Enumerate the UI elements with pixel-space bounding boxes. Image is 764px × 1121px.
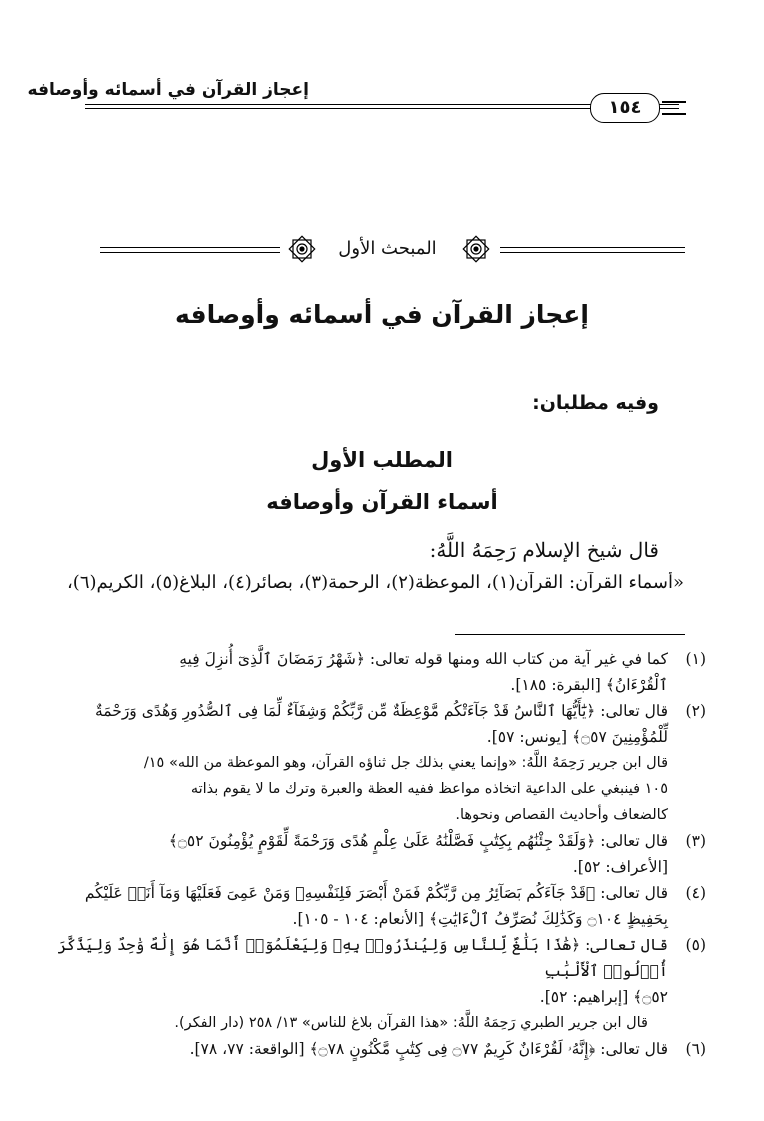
footnote-line: [الأعراف: ٥٢].	[572, 858, 668, 876]
footnote-commentary: ١٠٥ فينبغي على الداعية اتخاذه مواعظ ففيه العظة والعبرة وترك ما لا يقوم بذاته	[190, 781, 668, 797]
page-number-ornament-lines	[662, 101, 686, 115]
matlab-title: المطلب الأول	[311, 448, 453, 472]
footnote-line: بِحَفِيظٍ ۝١٠٤ وَكَذَٰلِكَ نُصَرِّفُ ٱلْءَايَٰتِ﴾ [الأنعام: ١٠٤ - ١٠٥].	[292, 910, 668, 928]
footnote-line: قال تعالى: ﴿إِنَّهُۥ لَقُرْءَانٌ كَرِيمٌ ۝٧٧ فِى كِتَٰبٍ مَّكْنُونٍ ۝٧٨﴾ [الواقعة: ٧٧، ٧٨].	[189, 1040, 668, 1058]
quote-intro: قال شيخ الإسلام رَحِمَهُ اللَّهُ:	[429, 538, 659, 562]
footnote-number: (١)	[685, 650, 706, 668]
footnote-line: لِّلْمُؤْمِنِينَ ۝٥٧﴾ [يونس: ٥٧].	[486, 728, 668, 746]
footnote-number: (٦)	[685, 1040, 706, 1058]
ornament-rule-right	[500, 247, 685, 253]
footnote-separator	[455, 634, 685, 635]
running-title: إعجاز القرآن في أسمائه وأوصافه	[27, 80, 309, 100]
section-ornament-heading	[100, 232, 685, 272]
footnote-number: (٣)	[685, 832, 706, 850]
footnote	[55, 828, 706, 880]
quote-text: «أسماء القرآن: القرآن(١)، الموعظة(٢)، الرحمة(٣)، بصائر(٤)، البلاغ(٥)، الكريم(٦)،	[66, 572, 684, 593]
footnote-commentary: قال ابن جرير رَحِمَهُ اللَّهُ: «وإنما يعني بذلك جل ثناؤه القرآن، وهو الموعظة من الله» ١٥/	[143, 755, 668, 771]
mabhath-label: المبحث الأول	[338, 238, 437, 259]
footnote-line: قال تعالى: ﴿هَٰذَا بَلَٰغٌ لِّلنَّاسِ وَلِيُنذَرُوا۟ بِهِۦ وَلِيَعْلَمُوٓا۟ أَنَّمَا هُوَ إِلَٰهٌ وَٰحِدٌ وَلِيَذَّكَّرَ أُو۟لُوا۟ ٱلْأَلْبَٰبِ	[57, 936, 668, 980]
footnote	[55, 698, 706, 750]
footnote-line: كما في غير آية من كتاب الله ومنها قوله تعالى: ﴿شَهْرُ رَمَضَانَ ٱلَّذِىٓ أُنزِلَ فِيهِ	[179, 650, 668, 668]
footnote-line: قال تعالى: ﴿وَلَقَدْ جِئْنَٰهُم بِكِتَٰبٍ فَصَّلْنَٰهُ عَلَىٰ عِلْمٍ هُدًى وَرَحْمَةً لِّقَوْمٍ يُؤْمِنُونَ ۝٥٢﴾	[168, 832, 668, 850]
footnote	[55, 646, 706, 698]
footnote	[55, 880, 706, 932]
footnote-line: ٱلْقُرْءَانُ﴾ [البقرة: ١٨٥].	[510, 676, 668, 694]
footnote-line: قال تعالى: ﴿يَٰٓأَيُّهَا ٱلنَّاسُ قَدْ جَآءَتْكُم مَّوْعِظَةٌ مِّن رَّبِّكُمْ وَشِفَآءٌ لِّمَا فِى ٱلصُّدُورِ وَهُدًى وَرَحْمَةٌ	[94, 702, 668, 720]
intro-text: وفيه مطلبان:	[532, 392, 659, 414]
footnote-number: (٥)	[685, 936, 706, 954]
matlab-subtitle: أسماء القرآن وأوصافه	[266, 490, 498, 514]
ornament-rule-left	[100, 247, 280, 253]
page-number: ١٥٤	[590, 93, 660, 123]
footnote-line: ۝٥٢﴾ [إبراهيم: ٥٢].	[539, 988, 668, 1006]
footnote	[55, 1036, 706, 1062]
footnote-commentary: كالضعاف وأحاديث القصاص ونحوها.	[455, 807, 668, 823]
footnote	[55, 932, 706, 1010]
footnote-line: قال تعالى: ﴿قَدْ جَآءَكُم بَصَآئِرُ مِن رَّبِّكُمْ فَمَنْ أَبْصَرَ فَلِنَفْسِهِۦ وَمَنْ عَمِىَ فَعَلَيْهَا وَمَآ أَنَا۠ عَلَيْكُم	[84, 884, 668, 902]
footnote-commentary: قال ابن جرير الطبري رَحِمَهُ اللَّهُ: «هذا القرآن بلاغ للناس» ١٣/ ٢٥٨ (دار الفكر).	[174, 1015, 648, 1031]
chapter-title: إعجاز القرآن في أسمائه وأوصافه	[175, 300, 589, 329]
footnote-number: (٤)	[685, 884, 706, 902]
footnote-number: (٢)	[685, 702, 706, 720]
footnotes	[55, 646, 706, 1062]
star-ornament-icon	[285, 232, 319, 266]
star-ornament-icon	[459, 232, 493, 266]
